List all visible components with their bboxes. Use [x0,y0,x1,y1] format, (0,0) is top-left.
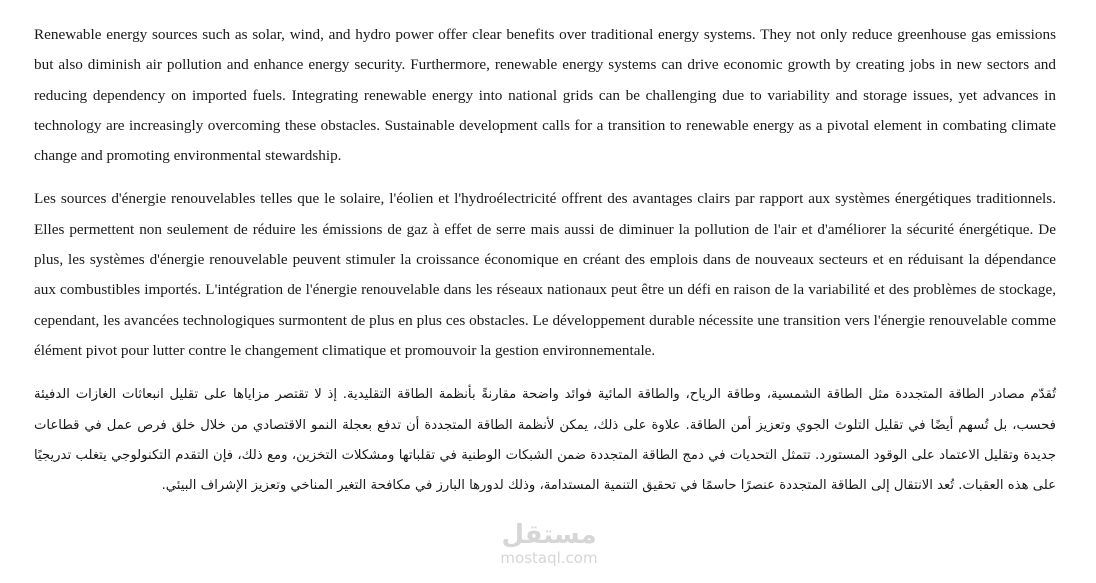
mostaql-watermark [474,520,624,566]
paragraph-english: Renewable energy sources such as solar, wind, and hydro power offer clear benefits over traditional energy systems. They not only reduce greenhouse gas emissions but also diminish air pollution and enhance energy security. Furthermore, renewable energy systems can drive economic growth by creating jobs in new sectors and reducing dependency on imported fuels. Integrating renewable energy into national grids can be challenging due to variability and storage issues, yet advances in technology are increasingly overcoming these obstacles. Sustainable development calls for a transition to renewable energy as a pivotal element in combating climate change and promoting environmental stewardship. [34,26,1056,165]
watermark-logo: مستقل [501,520,597,550]
document-body [34,20,1056,501]
paragraph-arabic: تُقدّم مصادر الطاقة المتجددة مثل الطاقة الشمسية، وطاقة الرياح، والطاقة المائية فوائد واضحة مقارنةً بأنظمة الطاقة التقليدية. إذ لا تقتصر مزاياها على تقليل انبعاثات الغازات الدفيئة فحسب، بل تُسهم أيضًا في تقليل التلوث الجوي وتعزيز أمن الطاقة. علاوة على ذلك، يمكن لأنظمة الطاقة المتجددة أن تدفع بعجلة النمو الاقتصادي من خلال خلق فرص عمل في قطاعات جديدة وتقليل الاعتماد على الوقود المستورد. تتمثل التحديات في دمج الطاقة المتجددة ضمن الشبكات الوطنية في تقلباتها ومشكلات التخزين، ومع ذلك، فإن التقدم التكنولوجي يتغلب تدريجيًا على هذه العقبات. تُعد الانتقال إلى الطاقة المتجددة عنصرًا حاسمًا في تحقيق التنمية المستدامة، وذلك لدورها البارز في مكافحة التغير المناخي وتعزيز الإشراف البيئي. [34,387,1056,494]
paragraph-french: Les sources d'énergie renouvelables telles que le solaire, l'éolien et l'hydroélectricité offrent des avantages clairs par rapport aux systèmes énergétiques traditionnels. Elles permettent non seulement de réduire les émissions de gaz à effet de serre mais aussi de diminuer la pollution de l'air et d'améliorer la sécurité énergétique. De plus, les systèmes d'énergie renouvelable peuvent stimuler la croissance économique en créant des emplois dans de nouveaux secteurs et en réduisant la dépendance aux combustibles importés. L'intégration de l'énergie renouvelable dans les réseaux nationaux peut être un défi en raison de la variabilité et des problèmes de stockage, cependant, les avancées technologiques surmontent de plus en plus ces obstacles. Le développement durable nécessite une transition vers l'énergie renouvelable comme élément pivot pour lutter contre le changement climatique et promouvoir la gestion environnementale. [34,190,1056,359]
watermark-site: mostaql.com [500,549,598,567]
